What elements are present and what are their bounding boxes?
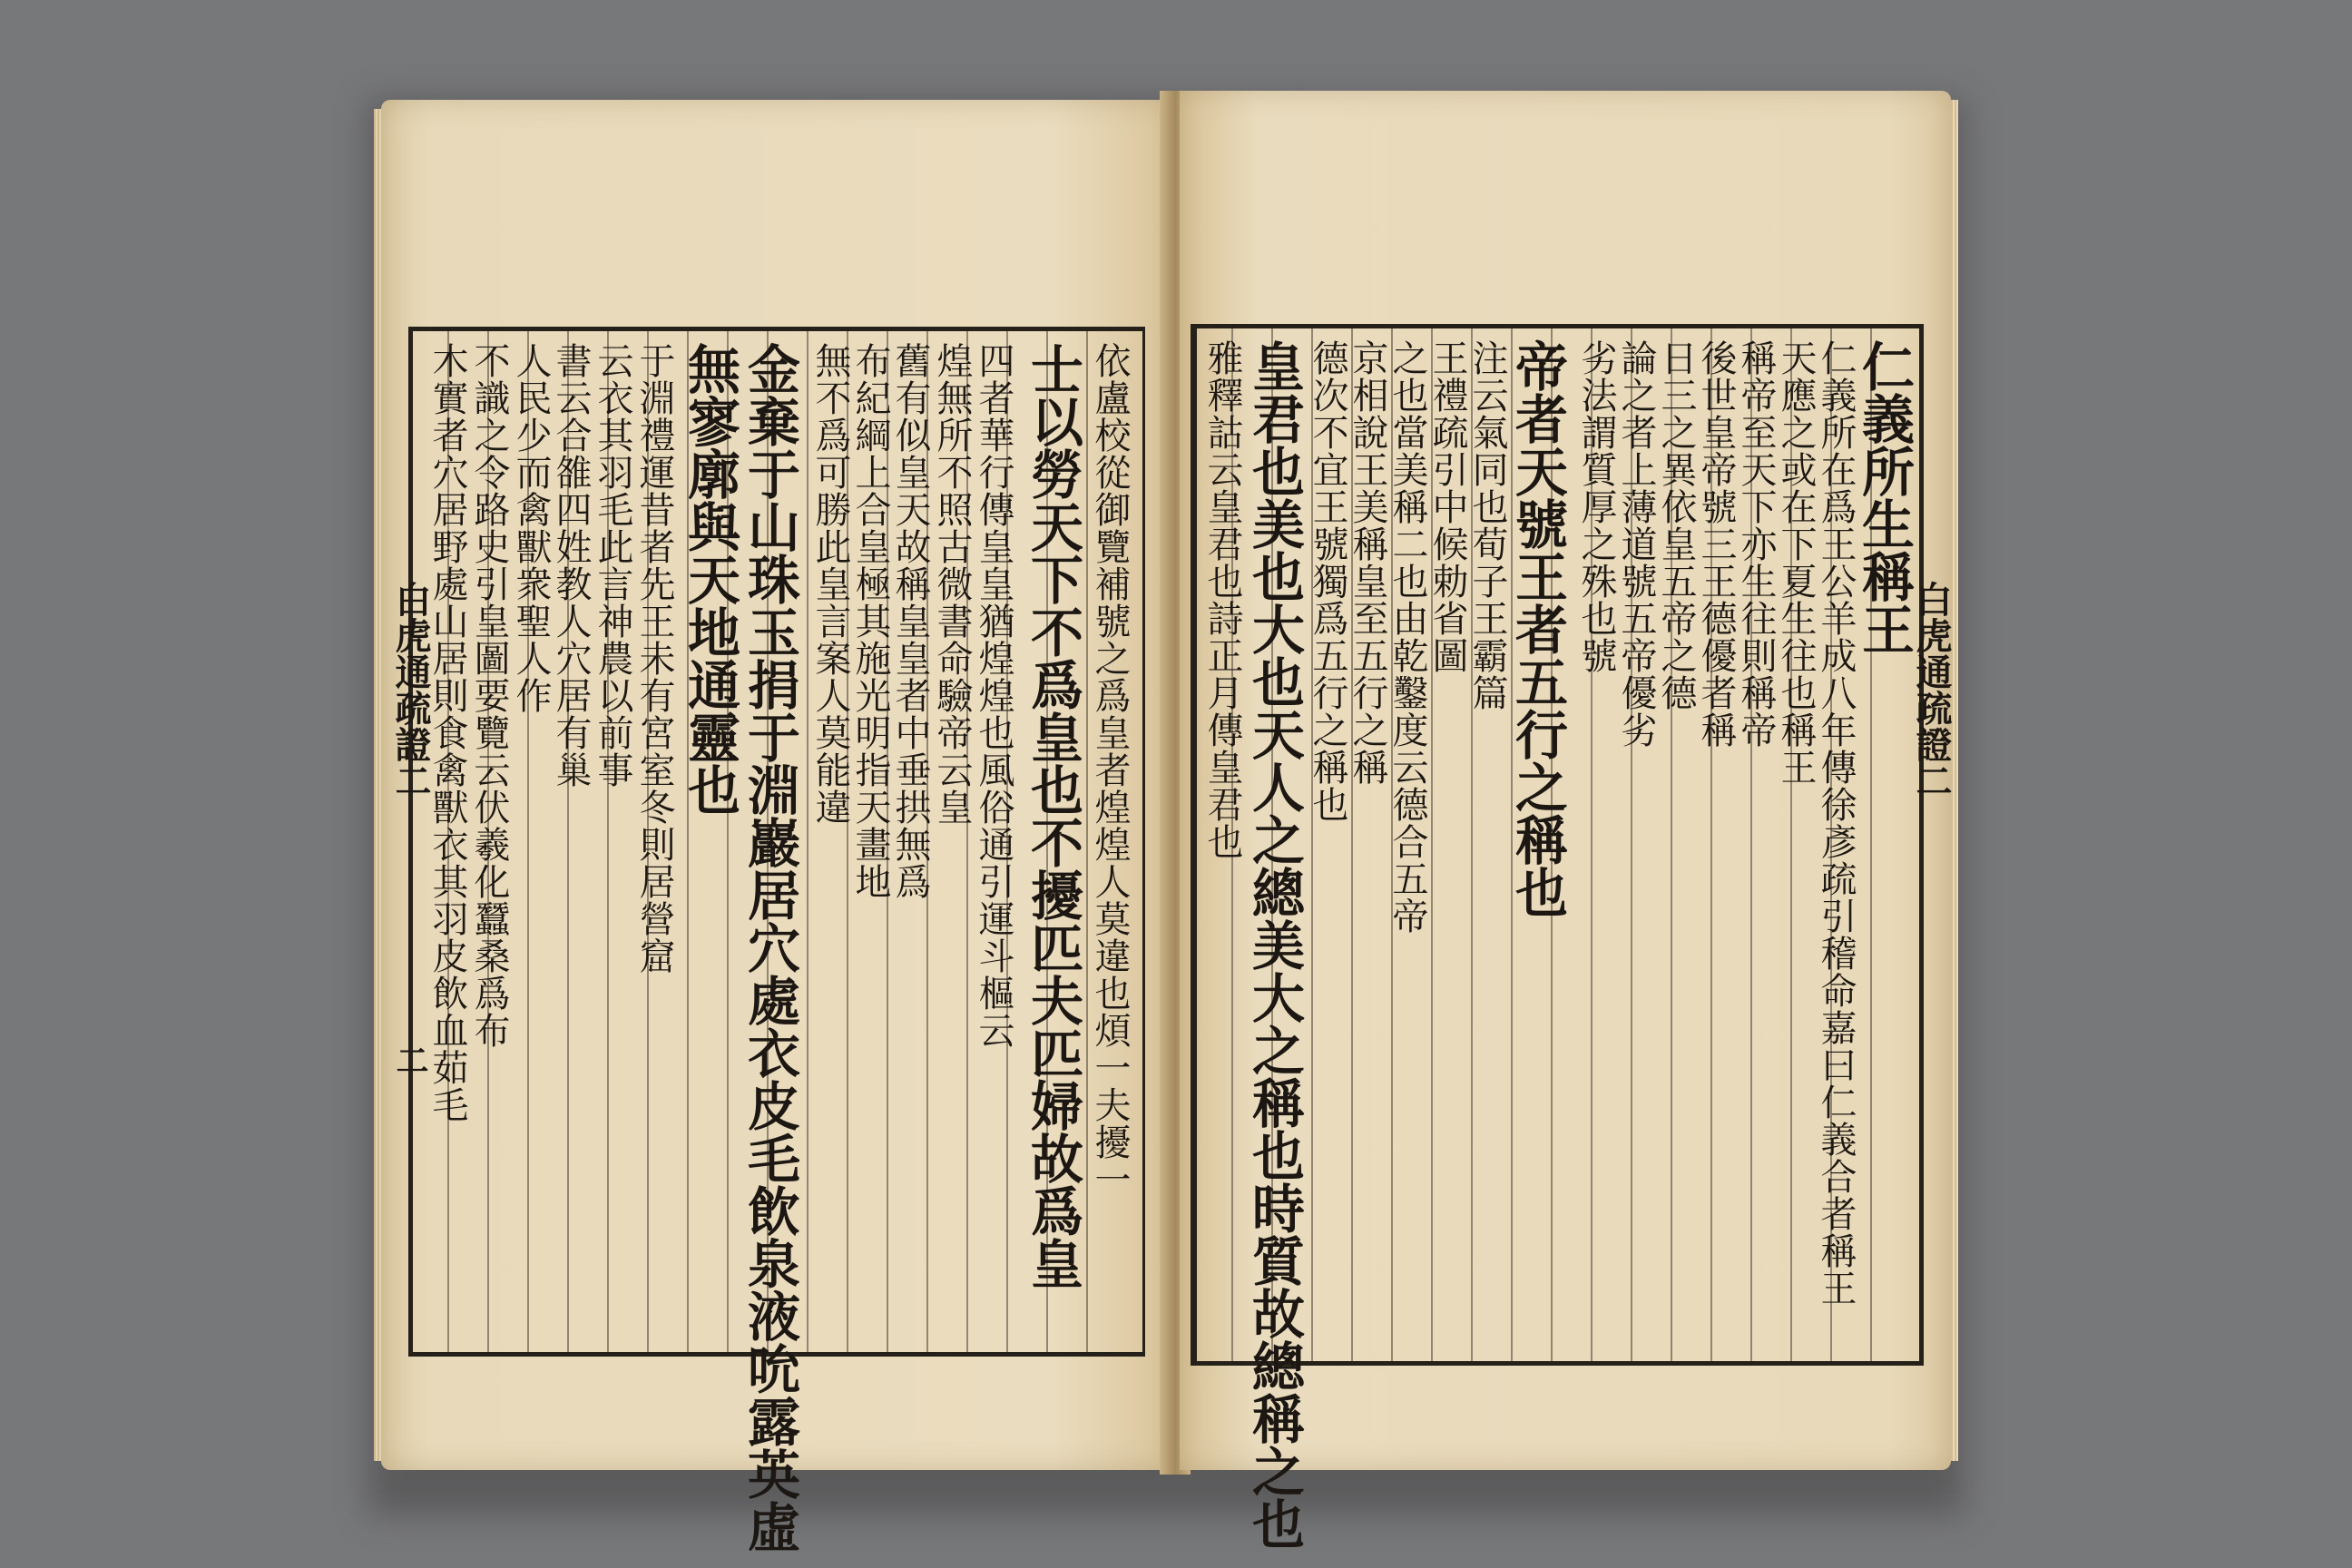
text-column: 云衣其羽毛此言神農以前事 bbox=[592, 342, 633, 789]
text-column: 日三之異依皇五帝之德 bbox=[1655, 339, 1697, 711]
text-column: 四者華行傳皇皇猶煌煌也風俗通引運斗樞云 bbox=[973, 342, 1014, 1049]
text-column: 依盧校從御覽補號之爲皇者煌煌人莫違也煩一夫擾一 bbox=[1089, 342, 1131, 1198]
text-column: 天應之或在下夏生往也稱王 bbox=[1775, 339, 1817, 786]
text-column-main: 帝者天號王者五行之稱也 bbox=[1506, 339, 1568, 918]
text-column-main: 仁義所生稱王 bbox=[1853, 339, 1915, 655]
text-column: 煌無所不照古微書命驗帝云皇 bbox=[931, 342, 973, 826]
text-column: 無不爲可勝此皇言案人莫能違 bbox=[809, 342, 851, 826]
text-column: 木實者穴居野處山居則食禽獸衣其羽皮飲血茹毛 bbox=[426, 342, 468, 1123]
text-column: 王禮疏引中候勅省圖 bbox=[1426, 339, 1468, 674]
text-column: 于淵禮運昔者先王未有宮室冬則居營窟 bbox=[633, 342, 675, 975]
text-column: 注云氣同也荀子王霸篇 bbox=[1466, 339, 1508, 711]
left-page-text-frame bbox=[408, 327, 1145, 1553]
text-column: 論之者上薄道號五帝優劣 bbox=[1615, 339, 1657, 749]
text-column: 劣法謂質厚之殊也號 bbox=[1575, 339, 1617, 674]
text-column: 德次不宜王號獨爲五行之稱也 bbox=[1307, 339, 1348, 823]
text-column: 不識之令路史引皇圖要覽云伏羲化蠶桑爲布 bbox=[468, 342, 510, 1049]
text-column: 布紀綱上合皇極其施光明指天畫地 bbox=[849, 342, 891, 900]
text-column: 之也當美稱二也由乾鑿度云德合五帝 bbox=[1387, 339, 1428, 935]
left-page-margin-title: 白虎通疏證二 bbox=[389, 581, 432, 799]
text-column-main: 皇君也美也大也天人之總美大之稱也時質故總稱之也 bbox=[1243, 339, 1305, 1550]
text-column: 後世皇帝號三王德優者稱 bbox=[1695, 339, 1737, 749]
text-column-main: 金棄于山珠玉捐于淵巖居穴處衣皮毛飲泉液吮露英虛 bbox=[739, 342, 800, 1553]
text-column: 雅釋詁云皇君也詩正月傳皇君也 bbox=[1201, 339, 1243, 860]
text-column-main: 士以勞天下不爲皇也不擾匹夫匹婦故爲皇 bbox=[1022, 342, 1083, 1289]
right-page-margin-title: 白虎通疏證二 bbox=[1910, 581, 1953, 799]
right-page-text-frame bbox=[1191, 324, 1924, 1550]
text-column: 人民少而禽獸衆聖人作 bbox=[510, 342, 552, 714]
text-column-main: 無寥廓與天地通靈也 bbox=[679, 342, 740, 816]
text-column: 京相說王美稱皇至五行之稱 bbox=[1347, 339, 1388, 786]
text-column: 書云合雒四姓教人穴居有巢 bbox=[550, 342, 592, 789]
text-column: 稱帝至天下亦生往則稱帝 bbox=[1735, 339, 1777, 749]
text-column: 仁義所在爲王公羊成八年傳徐彥疏引稽命嘉曰仁義合者稱王 bbox=[1815, 339, 1857, 1307]
left-page-folio: 二 bbox=[391, 1044, 429, 1076]
text-column: 舊有似皇天故稱皇皇者中垂拱無爲 bbox=[889, 342, 931, 900]
